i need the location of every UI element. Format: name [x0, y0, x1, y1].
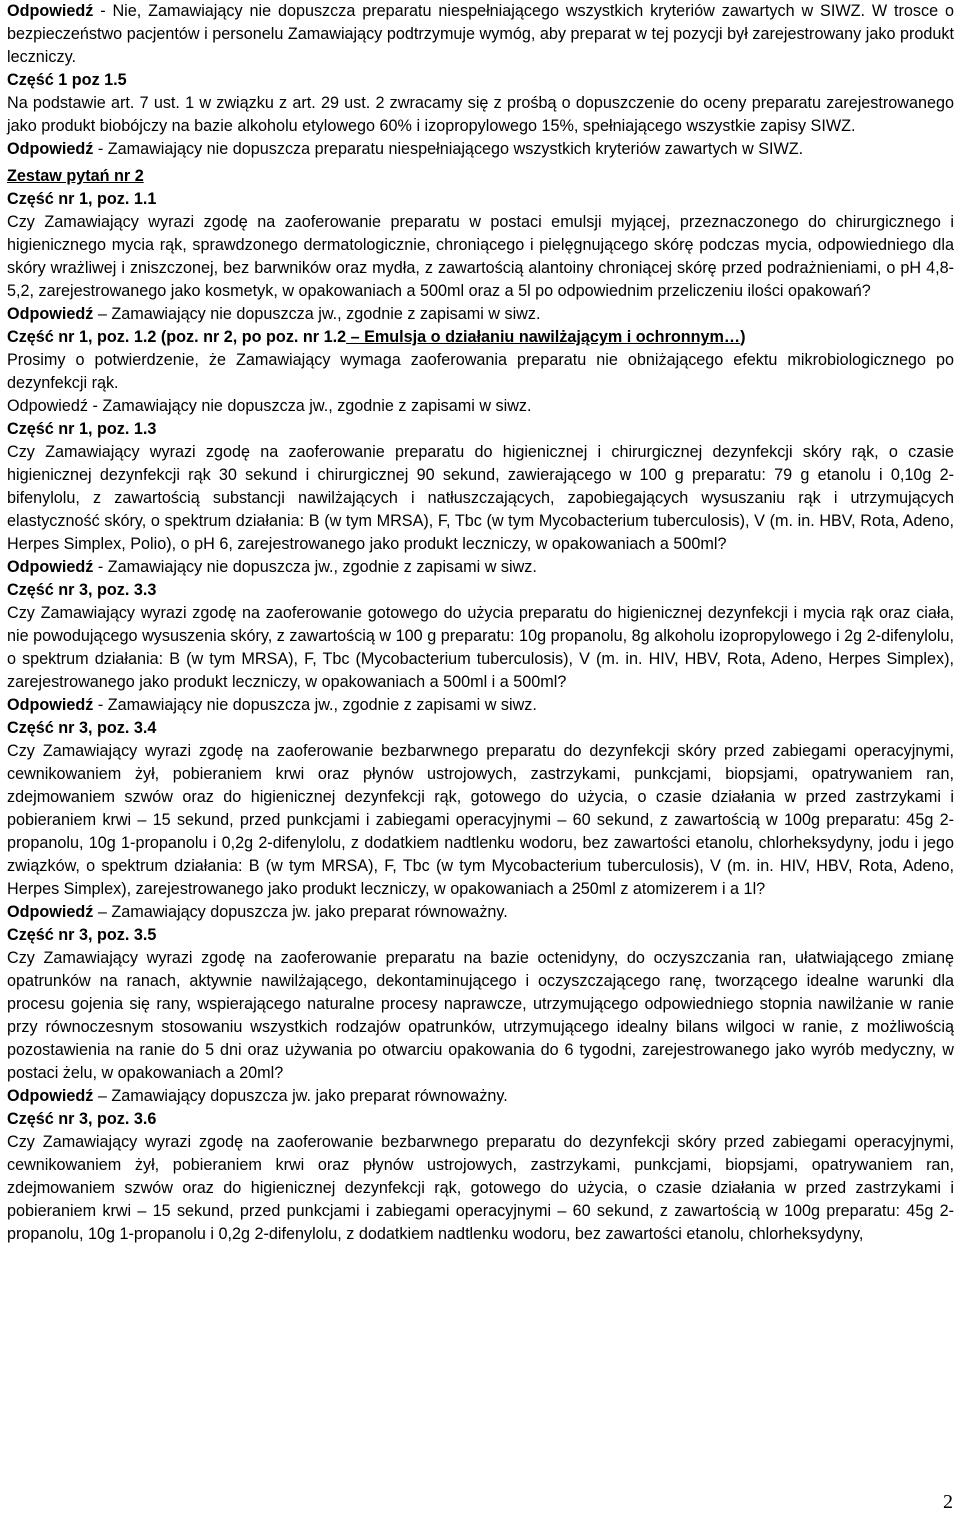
question-paragraph: Czy Zamawiający wyrazi zgodę na zaoferowanie gotowego do użycia preparatu do higienicznej dezynfekcji i mycia rąk oraz ciała, nie powodującego wysuszenia skóry, z zawartością w 100 g preparatu: 10g propanolu, 8g alkoholu izopropylowego i 2g 2-difenylolu, o spektrum działania: B (w tym MRSA), F, Tbc (Mycobacterium tuberculosis), V (m. in. HIV, HBV, Rota, Adeno, Herpes Simplex), zarejestrowanego jako produkt leczniczy, w opakowaniach a 500ml i a 500ml?	[7, 604, 954, 691]
section-heading: Część nr 1, poz. 1.3	[7, 420, 157, 438]
question-paragraph: Czy Zamawiający wyrazi zgodę na zaoferowanie bezbarwnego preparatu do dezynfekcji skóry przed zabiegami operacyjnymi, cewnikowaniem żył, pobieraniem krwi oraz płynów ustrojowych, zastrzykami, punkcjami, biopsjami, opatrywaniem ran, zdejmowaniem szwów oraz do higienicznej dezynfekcji rąk, gotowego do użycia, o czasie działania w przed zastrzykami i pobieraniem krwi – 15 sekund, przed punkcjami i zabiegami operacyjnymi – 60 sekund, z zawartością w 100g preparatu: 45g 2-propanolu, 10g 1-propanolu i 0,2g 2-difenylolu, z dodatkiem nadtlenku wodoru, bez zawartości etanolu, chlorheksydyny, jodu i jego związków, o spektrum działania: B (w tym MRSA), F, Tbc (w tym Mycobacterium tuberculosis), V (m. in. HIV, HBV, Rota, Adeno, Herpes Simplex), zarejestrowanego jako produkt leczniczy, w opakowaniach a 250ml z atomizerem i a 1l?	[7, 742, 954, 898]
section-heading: Część nr 1, poz. 1.1	[7, 190, 157, 208]
answer-paragraph: Odpowiedź - Zamawiający nie dopuszcza jw., zgodnie z zapisami w siwz.	[7, 397, 532, 415]
answer-text: – Zamawiający dopuszcza jw. jako preparat równoważny.	[93, 1087, 508, 1105]
answer-paragraph	[7, 901, 954, 924]
answer-label: Odpowiedź	[7, 558, 94, 576]
question-paragraph: Na podstawie art. 7 ust. 1 w związku z art. 29 ust. 2 zwracamy się z prośbą o dopuszczenie do oceny preparatu zarejestrowanego jako produkt biobójczy na bazie alkoholu etylowego 60% i izopropylowego 15%, spełniającego wszystkie zapisy SIWZ.	[7, 94, 954, 135]
section-heading: Część nr 3, poz. 3.4	[7, 719, 157, 737]
answer-label: Odpowiedź	[7, 1087, 94, 1105]
answer-paragraph	[7, 694, 954, 717]
question-paragraph: Czy Zamawiający wyrazi zgodę na zaoferowanie preparatu w postaci emulsji myjącej, przeznaczonego do chirurgicznego i higienicznego mycia rąk, sprawdzonego dermatologicznie, chroniącego i pielęgnującego skórę podczas mycia, odpowiedniego dla skóry wrażliwej i zniszczonej, bez barwników oraz mydła, z zawartością alantoiny chroniącej skórę przed podrażnieniami, o pH 4,8-5,2, zarejestrowanego jako kosmetyk, w opakowaniach a 500ml oraz a 5l po odpowiednim przeliczeniu ilości opakowań?	[7, 213, 954, 300]
section-heading: Część 1 poz 1.5	[7, 71, 127, 89]
heading-text: Część nr 1, poz. 1.2 (poz. nr 2, po poz. nr 1.2	[7, 328, 347, 346]
heading-underlined-text: – Emulsja o działaniu nawilżającym i ochronnym…	[346, 328, 741, 346]
answer-paragraph	[7, 138, 954, 161]
answer-text: - Zamawiający nie dopuszcza preparatu niespełniającego wszystkich kryteriów zawartych w SIWZ.	[93, 140, 804, 158]
heading-close: )	[740, 328, 746, 346]
answer-label: Odpowiedź	[7, 696, 94, 714]
page-number: 2	[943, 1491, 953, 1513]
answer-label: Odpowiedź	[7, 305, 94, 323]
answer-label: Odpowiedź	[7, 140, 94, 158]
question-paragraph: Czy Zamawiający wyrazi zgodę na zaoferowanie preparatu na bazie octenidyny, do oczyszczania ran, ułatwiającego zmianę opatrunków na ranach, aktywnie nawilżającego, dekontaminującego i oczyszczającego ranę, tworzącego idealne warunki dla procesu gojenia się rany, wspierającego naturalne procesy naprawcze, utrzymującego odpowiedniego stopnia nawilżanie w ranie przy równoczesnym stosowaniu wszystkich rodzajów opatrunków, utrzymującego idealny bilans wilgoci w ranie, z możliwością pozostawienia na ranie do 5 dni oraz używania po otwarciu opakowania do 6 tygodni, zarejestrowanego jako wyrób medyczny, w postaci żelu, w opakowaniach a 20ml?	[7, 949, 954, 1082]
answer-label: Odpowiedź	[7, 903, 94, 921]
section-heading	[7, 326, 954, 349]
section-heading: Część nr 3, poz. 3.6	[7, 1110, 157, 1128]
answer-paragraph	[7, 0, 954, 69]
answer-text: - Zamawiający nie dopuszcza jw., zgodnie z zapisami w siwz.	[93, 558, 537, 576]
question-paragraph: Czy Zamawiający wyrazi zgodę na zaoferowanie preparatu do higienicznej i chirurgicznej dezynfekcji skóry rąk, o czasie higienicznej dezynfekcji rąk 30 sekund i chirurgicznej 90 sekund, zawierającego w 100 g preparatu: 79 g etanolu i 0,10g 2-bifenylolu, z zawartością substancji nawilżających i natłuszczających, zapobiegających wysuszaniu rąk i utrzymujących elastyczność skóry, o spektrum działania: B (w tym MRSA), F, Tbc (w tym Mycobacterium tuberculosis), V (m. in. HBV, Rota, Adeno, Herpes Simplex, Polio), o pH 6, zarejestrowanego jako produkt leczniczy, w opakowaniach a 500ml?	[7, 443, 954, 553]
answer-text: – Zamawiający dopuszcza jw. jako preparat równoważny.	[93, 903, 508, 921]
question-paragraph: Prosimy o potwierdzenie, że Zamawiający wymaga zaoferowania preparatu nie obniżającego efektu mikrobiologicznego po dezynfekcji rąk.	[7, 351, 954, 392]
section-heading: Część nr 3, poz. 3.5	[7, 926, 157, 944]
answer-paragraph	[7, 1085, 954, 1108]
answer-paragraph	[7, 556, 954, 579]
section-heading: Część nr 3, poz. 3.3	[7, 581, 157, 599]
question-set-heading: Zestaw pytań nr 2	[7, 167, 144, 185]
answer-text: - Nie, Zamawiający nie dopuszcza preparatu niespełniającego wszystkich kryteriów zawartych w SIWZ. W trosce o bezpieczeństwo pacjentów i personelu Zamawiający podtrzymuje wymóg, aby preparat w tej pozycji był zarejestrowany jako produkt leczniczy.	[7, 2, 954, 66]
answer-text: – Zamawiający nie dopuszcza jw., zgodnie z zapisami w siwz.	[93, 305, 541, 323]
answer-paragraph	[7, 303, 954, 326]
answer-text: - Zamawiający nie dopuszcza jw., zgodnie z zapisami w siwz.	[93, 696, 537, 714]
answer-label: Odpowiedź	[7, 2, 94, 20]
question-paragraph: Czy Zamawiający wyrazi zgodę na zaoferowanie bezbarwnego preparatu do dezynfekcji skóry przed zabiegami operacyjnymi, cewnikowaniem żył, pobieraniem krwi oraz płynów ustrojowych, zastrzykami, punkcjami, biopsjami, opatrywaniem ran, zdejmowaniem szwów oraz do higienicznej dezynfekcji rąk, gotowego do użycia, o czasie działania w przed zastrzykami i pobieraniem krwi – 15 sekund, przed punkcjami i zabiegami operacyjnymi – 60 sekund, z zawartością w 100g preparatu: 45g 2-propanolu, 10g 1-propanolu i 0,2g 2-difenylolu, z dodatkiem nadtlenku wodoru, bez zawartości etanolu, chlorheksydyny,	[7, 1133, 954, 1243]
